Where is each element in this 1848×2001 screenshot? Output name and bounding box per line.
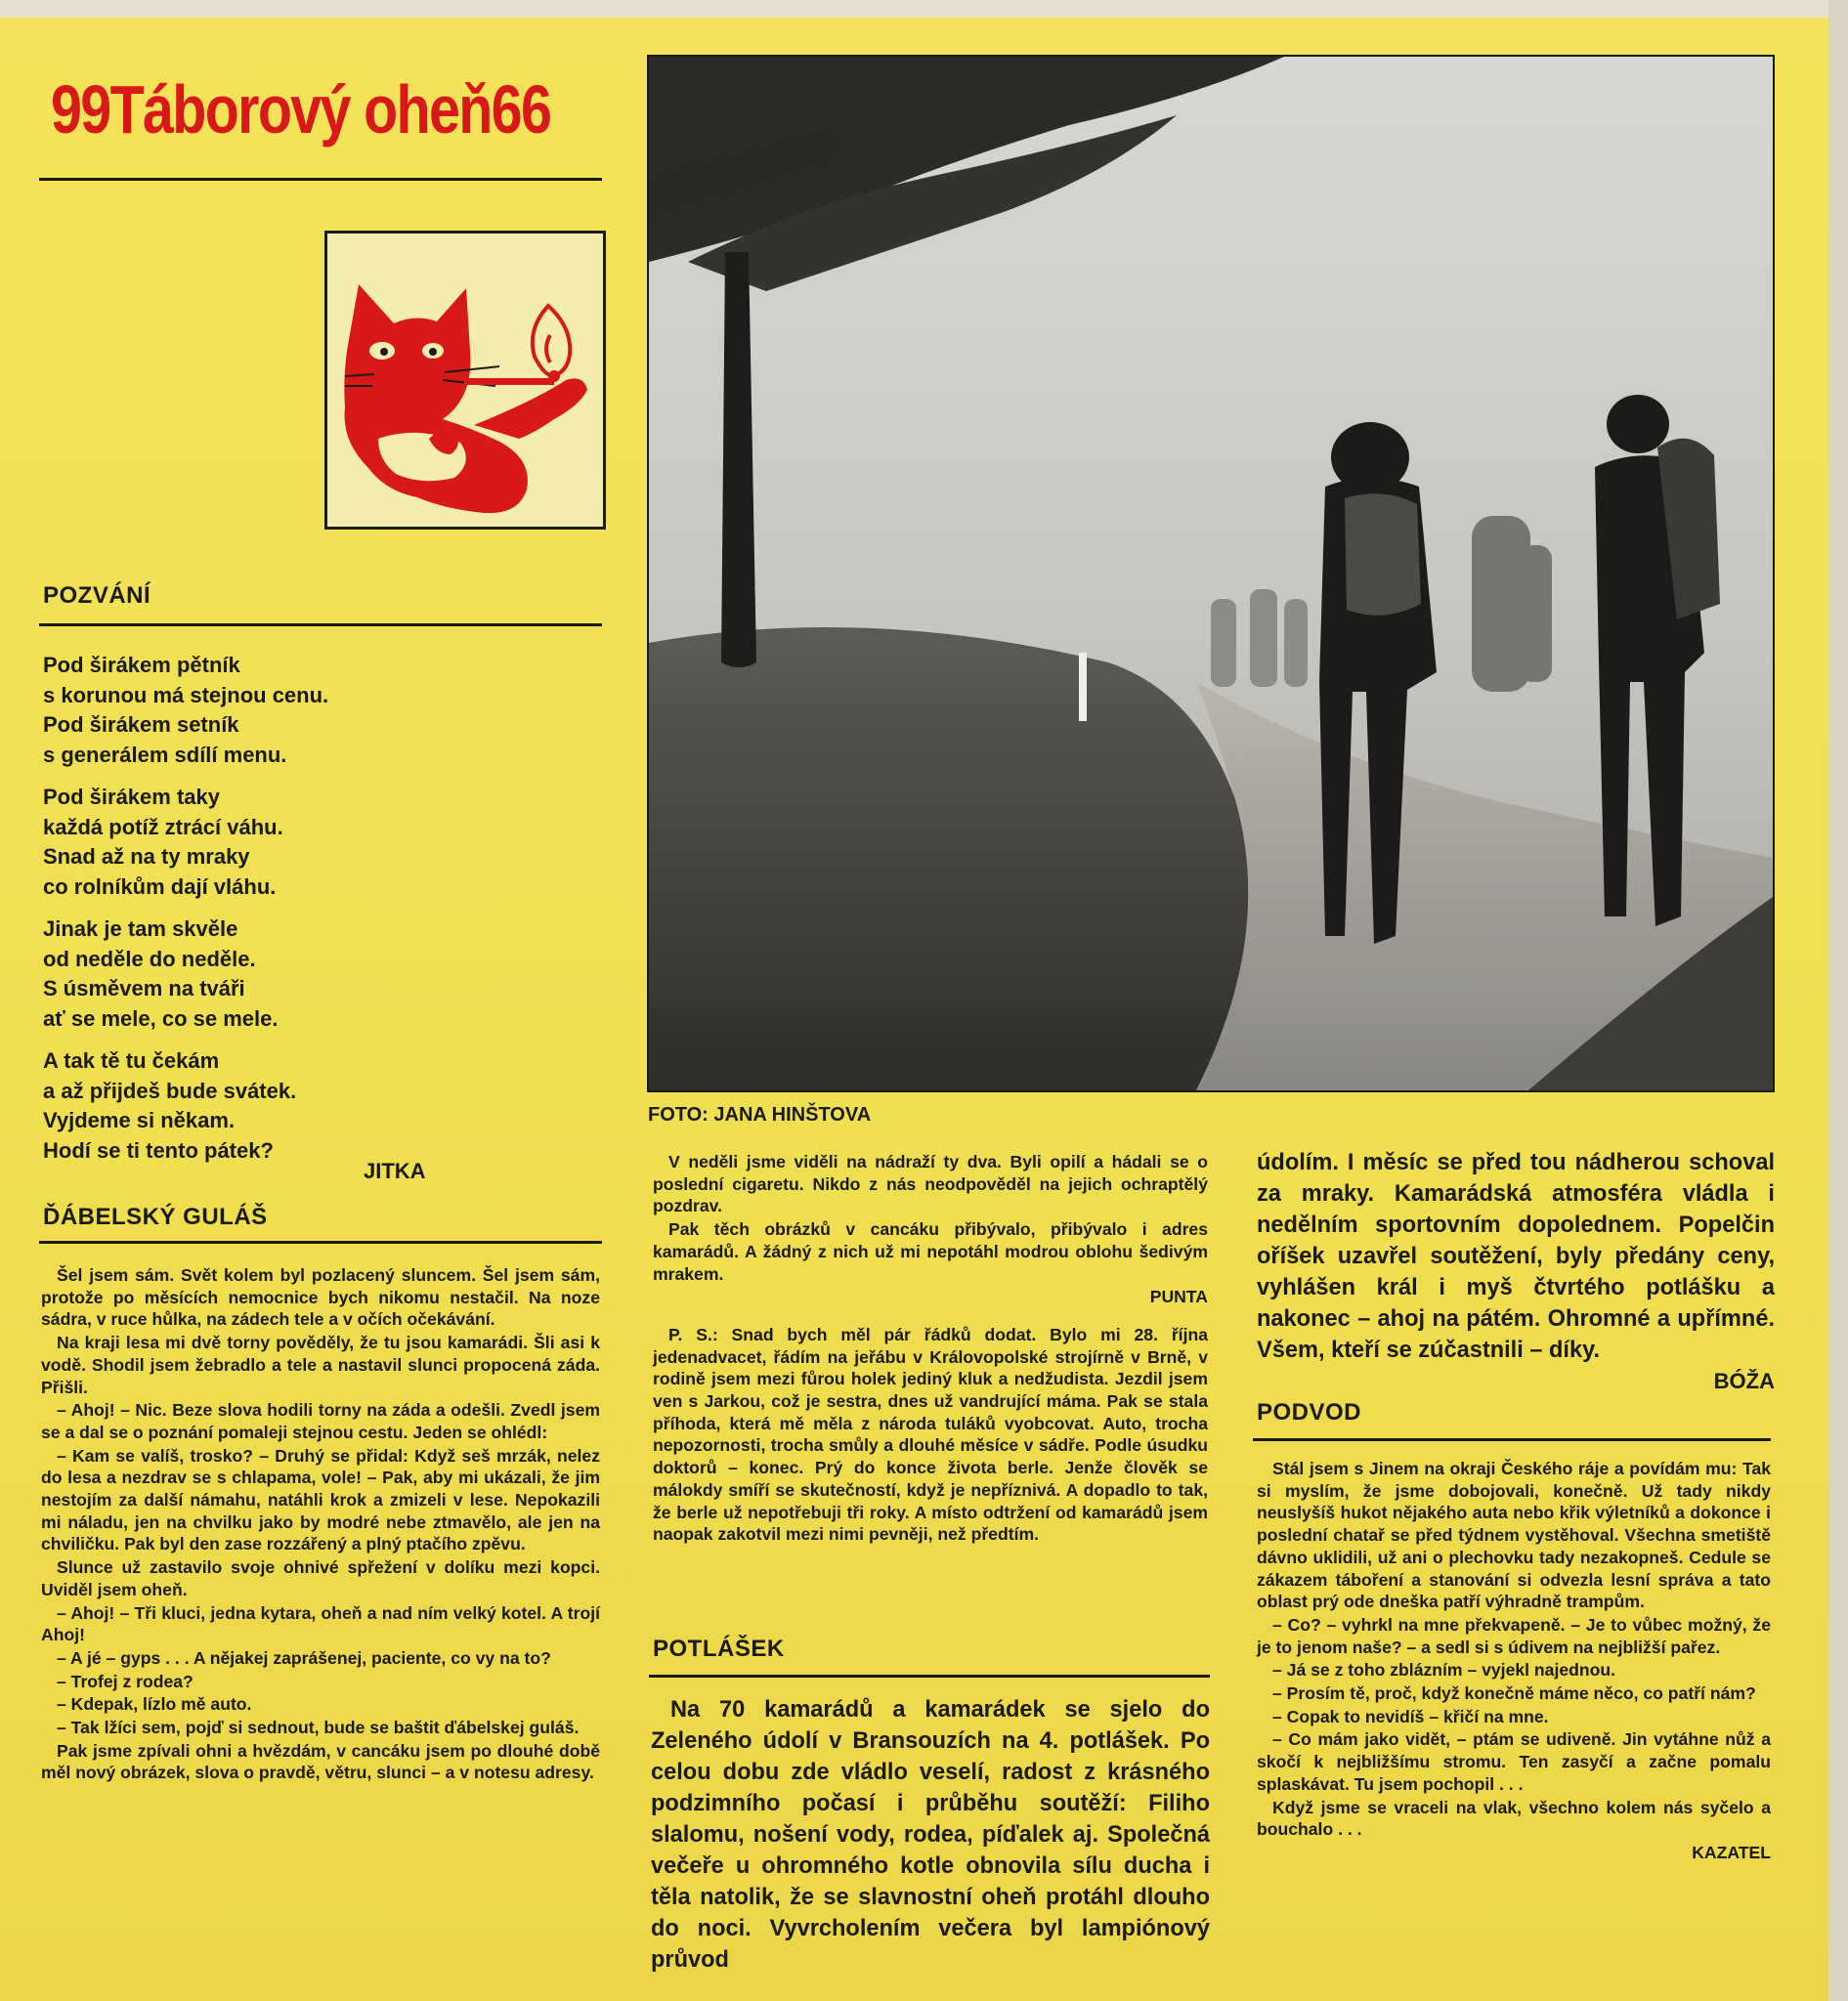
gulas-paragraph: – Ahoj! – Nic. Beze slova hodili torny na záda a odešli. Zvedl jsem se a dal se o poznání pomaleji stejnou cestu. Jeden se ohlédl: [41,1400,600,1442]
podvod-paragraph: – Copak to nevidíš – křičí na mne. [1272,1706,1549,1726]
gulas-paragraph: – Kam se valíš, trosko? – Druhý se přidal: Když seš mrzák, nelez do lesa a nezdrav se s chlapama, vole! – Pak, aby mi ukázali, že jim nestojím za další námahu, natáhli krok a zmizeli v lese. Nepokazili mi náladu, jen na chvilku jako by modré nebe ztmavělo, ale jen na chviličku. Pak byl den zase rozzářený a plný ptačího zpěvu. [41,1445,600,1554]
middle-article [653,1151,1208,1547]
poem-line: s korunou má stejnou cenu. [43,682,329,707]
pozvani-author: JITKA [364,1159,426,1183]
poem-stanza-3 [43,915,590,1034]
poem-line: každá potíž ztrácí váhu. [43,814,283,839]
photo-caption: FOTO: JANA HINŠTOVA [648,1104,872,1126]
poem-stanza-4 [43,1046,590,1166]
gulas-heading: ĎÁBELSKÝ GULÁŠ [43,1204,268,1230]
cat-with-match-icon [324,231,606,530]
podvod-heading: PODVOD [1257,1399,1362,1426]
pozvani-heading: POZVÁNÍ [43,582,151,609]
poem-line: Vyjdeme si někam. [43,1108,236,1132]
podvod-article [1257,1458,1771,1864]
potlasek-article [651,1694,1210,1976]
poem-line: Pod širákem setník [43,712,239,737]
potlasek-heading: POTLÁŠEK [653,1636,785,1662]
gulas-paragraph: – Trofej z rodea? [57,1671,193,1691]
boza-signature: BÓŽA [1713,1369,1775,1393]
gulas-paragraph: – A jé – gyps . . . A nějakej zaprášenej, paciente, co vy na to? [57,1647,551,1668]
quote-open: 99 [51,71,110,148]
kazatel-signature: KAZATEL [1692,1842,1771,1862]
pozvani-rule [39,623,602,626]
middle-paragraph: V neděli jsme viděli na nádraží ty dva. Byli opilí a hádali se o poslední cigaretu. Nikdo z nás neodpověděl na jejich ochraptělý pozdrav. [653,1152,1208,1216]
potlasek-continued [1257,1147,1775,1397]
gulas-paragraph: Na kraji lesa mi dvě torny pověděly, že tu jsou kamarádi. Šli asi k vodě. Shodil jsem žebradlo a tele a nastavil slunci propocená záda. Přišli. [41,1333,600,1397]
title-text: Táborový oheň [109,71,492,148]
poem-line: s generálem sdílí menu. [43,742,287,767]
page-title [51,61,551,158]
potlasek-paragraph: Na 70 kamarádů a kamarádek se sjelo do Zeleného údolí v Bransouzích na 4. potlášek. Po celou dobu zde vládlo veselí, radost z krásného podzimního počasí i průběhu soutěží: Filiho slalomu, nošení vody, rodea, píďalek aj. Společná večeře u ohromného kotle obnovila sílu ducha i těla natolik, že se slavnostní oheň protáhl dlouho do noci. Vyvrcholením večera byl lampiónový průvod [651,1697,1210,1973]
punta-signature: PUNTA [1149,1287,1208,1307]
podvod-paragraph: – Prosím tě, proč, když konečně máme něco, co patří nám? [1272,1683,1756,1704]
potlasek-continued-text: údolím. I měsíc se před tou nádherou schoval za mraky. Kamarádská atmosféra vládla i nedělním sportovním dopolednem. Popelčin oříšek uzavřel soutěžení, byly předány ceny, vyhlášen král i myš čtvrtého potlášku a nakonec – ahoj na pátém. Ohromné a upřímné. Všem, kteří se zúčastnili – díky. [1257,1150,1775,1363]
page-right-edge [1828,0,1848,2001]
gulas-paragraph: Slunce už zastavilo svoje ohnivé spřežení v dolíku mezi kopci. Uviděl jsem oheň. [41,1557,600,1599]
misty-road-hikers-photo [647,55,1775,1092]
gulas-paragraph: – Ahoj! – Tři kluci, jedna kytara, oheň a nad ním velký kotel. A trojí Ahoj! [41,1602,600,1645]
poem-line: od neděle do neděle. [43,946,256,971]
podvod-paragraph: Když jsme se vraceli na vlak, všechno kolem nás syčelo a bouchalo . . . [1257,1797,1771,1840]
poem-line: Snad až na ty mraky [43,844,250,869]
poem-line: S úsměvem na tváři [43,976,245,1000]
poem-stanza-2 [43,783,590,902]
gulas-paragraph: – Kdepak, lízlo mě auto. [57,1694,252,1715]
poem-line: Pod širákem taky [43,785,220,809]
quote-close: 66 [491,71,551,148]
gulas-paragraph: Pak jsme zpívali ohni a hvězdám, v cancáku jsem po dlouhé době měl nový obrázek, slova o pravdě, větru, slunci – a v notesu adresy. [41,1740,600,1783]
page-top-edge [0,0,1848,18]
cat-logo-drawing [327,234,603,527]
pozvani-poem [43,651,590,1178]
photo-image [649,57,1773,1090]
poem-line: A tak tě tu čekám [43,1048,220,1073]
gulas-rule [39,1241,602,1244]
podvod-paragraph: – Já se z toho zblázním – vyjekl najednou. [1272,1660,1615,1681]
potlasek-rule [649,1675,1210,1678]
podvod-rule [1253,1438,1771,1441]
podvod-paragraph: – Co mám jako vidět, – ptám se udiveně. Jin vytáhne nůž a skočí k nejbližšímu stromu. Ten zasyčí a začne pomalu splaskávat. Tu jsem pochopil . . . [1257,1729,1771,1794]
ps-paragraph: P. S.: Snad bych měl pár řádků dodat. Bylo mi 28. října jedenadvacet, řádím na jeřábu v Královopolské strojírně v Brně, v rodině jsem mezi fůrou holek jediný kluk a nedžudista. Jezdil jsem ven s Jarkou, což je sestra, dnes už vandrující máma. Pak se stala příhoda, která mě měla z národa tuláků vyobcovat. Auto, trocha nepozornosti, trocha smůly a dlouhé měsíce v sádře. Podle úsudku doktorů – konec. Prý do konce života berle. Jenže člověk se málokdy smíří se skutečností, když je nepříznivá. A dopadlo to tak, že berle už nepotřebuji tři roky. A místo odtržení od kamarádů jsem naopak zakotvil mezi nimi pevněji, než předtím. [653,1324,1208,1545]
podvod-paragraph: – Co? – vyhrkl na mne překvapeně. – Je to vůbec možný, že je to jenom naše? – a sedl si s údivem na nejbližší pařez. [1257,1614,1771,1657]
poem-line: Jinak je tam skvěle [43,916,238,941]
gulas-paragraph: – Tak lžíci sem, pojď si sednout, bude se baštit ďábelskej guláš. [57,1718,580,1738]
middle-paragraph: Pak těch obrázků v cancáku přibývalo, přibývalo i adres kamarádů. A žádný z nich už mi nepotáhl modrou oblohu šedivým mrakem. [653,1219,1208,1284]
poem-line: ať se mele, co se mele. [43,1005,279,1031]
title-rule [39,178,602,181]
podvod-paragraph: Stál jsem s Jinem na okraji Českého ráje a povídám mu: Tak si myslím, že jsme dobojovali, konečně. Už tady nikdy neuslyšíš hukot nějakého auta nebo křik výletníků a dokonce i poslední chatař se před týdnem vystěhoval. Všechna smetiště dávno uklidili, už ani o plechovku tady nezakopneš. Cedule se zákazem táboření a stanování si odvezla lesní správa a tato oblast prý ode dneška patří výhradně trampům. [1257,1459,1771,1612]
poem-stanza-1 [43,651,590,770]
gulas-article [41,1264,600,1785]
poem-line: co rolníkům dají vláhu. [43,873,277,899]
poem-line: Pod širákem pětník [43,653,240,677]
poem-line: Hodí se ti tento pátek? [43,1137,274,1163]
poem-line: a až přijdeš bude svátek. [43,1078,297,1103]
gulas-paragraph: Šel jsem sám. Svět kolem byl pozlacený sluncem. Šel jsem sám, protože po měsících nemocnice bych nikomu nestačil. Na noze sádra, v ruce hůlka, na zádech tele a v očích očekávání. [41,1265,600,1330]
